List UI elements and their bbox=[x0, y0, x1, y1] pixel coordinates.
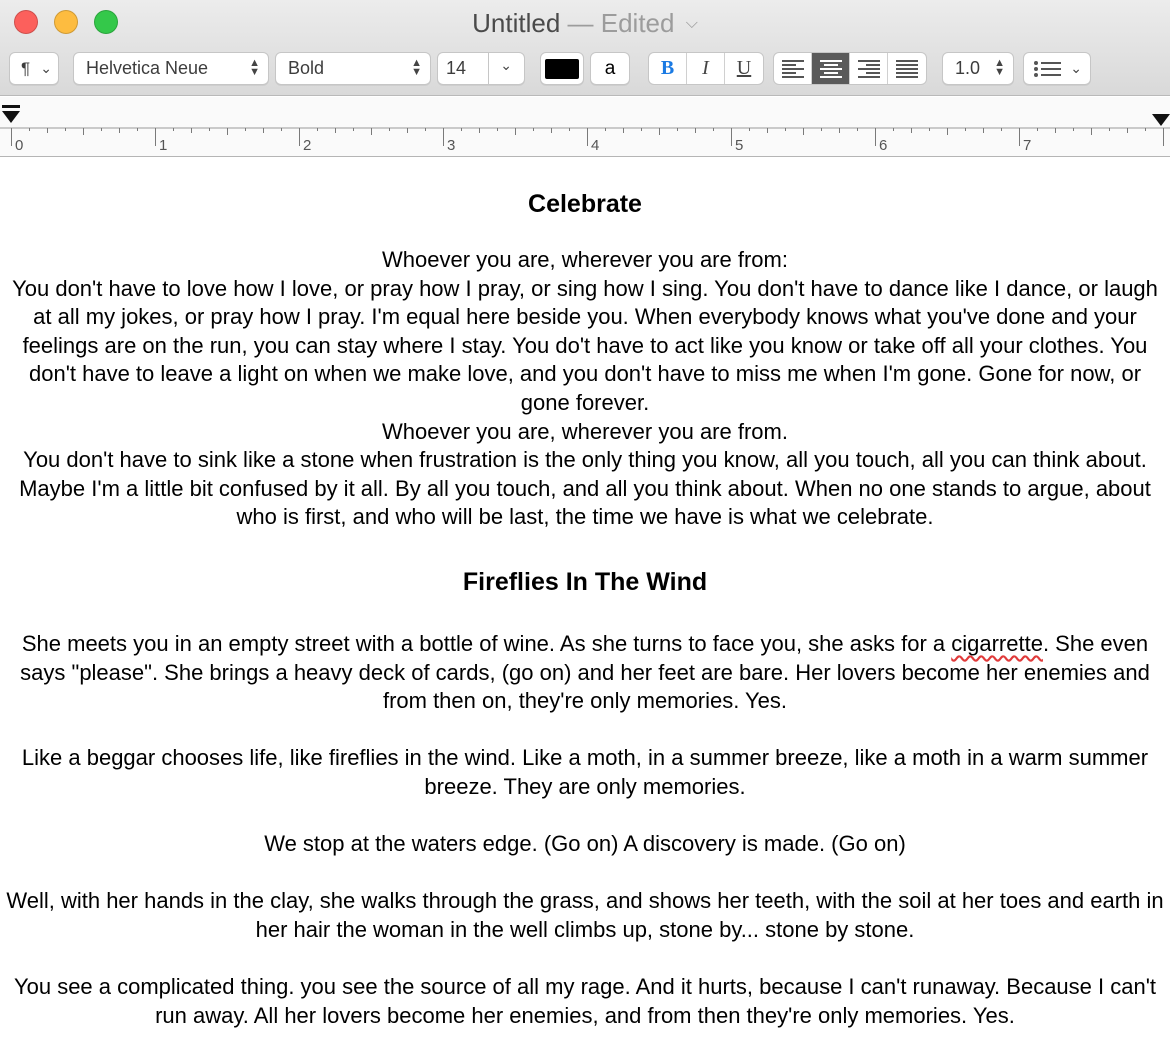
window-title[interactable] bbox=[0, 8, 1170, 43]
chevron-down-icon: ⌄ bbox=[40, 60, 52, 76]
bold-button[interactable]: B bbox=[649, 53, 687, 84]
alignment-segment bbox=[773, 52, 927, 85]
text-paragraph: You see a complicated thing. you see the source of all my rage. And it hurts, because I can't runaway. Because I can't run away. All her lovers become her enemies, and from then they're only memories. Yes. bbox=[13, 974, 1157, 1028]
text-paragraph: Like a beggar chooses life, like fireflies in the wind. Like a moth, in a summer breeze, like a moth in a warm summer breeze. They are only memories. bbox=[21, 745, 1149, 799]
align-right-button[interactable] bbox=[850, 53, 888, 84]
heading-celebrate: Celebrate bbox=[528, 190, 642, 218]
first-line-indent-marker[interactable] bbox=[2, 105, 20, 108]
ruler-label: 3 bbox=[447, 137, 456, 154]
line-spacing-value: 1.0 bbox=[955, 58, 981, 78]
align-right-icon bbox=[858, 60, 880, 78]
italic-button[interactable]: I bbox=[687, 53, 725, 84]
ruler-label: 6 bbox=[879, 137, 888, 154]
ruler-label: 5 bbox=[735, 137, 744, 154]
ruler-label: 2 bbox=[303, 137, 312, 154]
blank-line bbox=[6, 944, 1164, 973]
text-paragraph: We stop at the waters edge. (Go on) A discovery is made. (Go on) bbox=[264, 831, 906, 857]
popup-arrows-icon: ▲ ▼ bbox=[249, 57, 260, 78]
font-size-value[interactable]: 14 bbox=[446, 58, 467, 78]
chevron-down-icon: ⌄ bbox=[1070, 60, 1082, 76]
blank-line bbox=[6, 802, 1164, 831]
ruler-label: 1 bbox=[159, 137, 168, 154]
font-family-value: Helvetica Neue bbox=[86, 58, 209, 78]
title-chevron-icon: ⌵ bbox=[685, 15, 698, 32]
text-run: . She even says "please". She brings a heavy deck of cards, (go on) and her feet are bare. Her lovers become her enemies and from then on, they're only memories. Yes. bbox=[20, 630, 1150, 714]
text-paragraph: You don't have to love how I love, or pray how I pray, or sing how I sing. You don't have to dance like I dance, or laugh at all my jokes, or pray how I pray. I'm equal here beside you. When everybody knows what you've done and your feelings are on the run, you can stay where I stay. You do't have to act like you know or take off all your clothes. You don't have to leave a light on when we make love, and you don't have to miss me when I'm gone. Gone for now, or gone forever. bbox=[12, 275, 1158, 415]
popup-arrows-icon: ▲ ▼ bbox=[411, 57, 422, 78]
divider bbox=[488, 53, 489, 84]
align-left-icon bbox=[782, 60, 804, 78]
font-style-popup[interactable] bbox=[275, 52, 431, 85]
paragraph-styles-popup[interactable] bbox=[9, 52, 59, 85]
window-chrome bbox=[0, 0, 1170, 96]
document-body[interactable] bbox=[0, 158, 1170, 1050]
text-color-swatch bbox=[545, 59, 579, 79]
text-line: Whoever you are, wherever you are from. bbox=[382, 418, 788, 444]
ruler-scale bbox=[0, 97, 1170, 157]
highlight-label: a bbox=[604, 57, 616, 79]
line-spacing-popup[interactable] bbox=[942, 52, 1014, 85]
blank-line bbox=[6, 716, 1164, 745]
align-center-button[interactable] bbox=[812, 53, 850, 84]
text-style-segment bbox=[648, 52, 764, 85]
format-toolbar bbox=[0, 52, 1170, 86]
text-paragraph bbox=[6, 630, 1164, 716]
misspelled-word[interactable]: cigarrette bbox=[951, 630, 1043, 656]
text-run: She meets you in an empty street with a bottle of wine. As she turns to face you, she asks for a bbox=[21, 630, 952, 656]
bulleted-list-icon bbox=[1033, 59, 1063, 79]
list-style-popup[interactable] bbox=[1023, 52, 1091, 85]
chevron-down-icon[interactable]: ⌄ bbox=[500, 57, 512, 73]
text-line: Whoever you are, wherever you are from: bbox=[382, 247, 788, 272]
left-indent-marker[interactable] bbox=[2, 111, 20, 123]
text-color-well[interactable] bbox=[540, 52, 584, 85]
heading-fireflies: Fireflies In The Wind bbox=[462, 567, 708, 596]
align-left-button[interactable] bbox=[774, 53, 812, 84]
justify-icon bbox=[896, 60, 918, 78]
paragraph-icon: ¶ bbox=[21, 58, 31, 78]
align-center-icon bbox=[820, 60, 842, 78]
ruler-label: 4 bbox=[591, 137, 600, 154]
font-family-popup[interactable] bbox=[73, 52, 269, 85]
ruler-label: 0 bbox=[15, 137, 24, 154]
text-paragraph: You don't have to sink like a stone when frustration is the only thing you know, all you touch, all you can think about. Maybe I'm a little bit confused by it all. By all you touch, and all you think about. When no one stands to argue, about who is first, and who will be last, the time we have is what we celebrate. bbox=[19, 447, 1151, 530]
ruler[interactable] bbox=[0, 97, 1170, 157]
right-indent-marker[interactable] bbox=[1152, 114, 1170, 126]
ruler-label: 7 bbox=[1023, 137, 1032, 154]
justify-button[interactable] bbox=[888, 53, 926, 84]
font-style-value: Bold bbox=[288, 58, 325, 78]
highlight-color-well[interactable] bbox=[590, 52, 630, 85]
font-size-combo[interactable] bbox=[437, 52, 525, 85]
popup-arrows-icon: ▲ ▼ bbox=[994, 57, 1005, 78]
document-name: Untitled bbox=[472, 8, 561, 38]
underline-button[interactable]: U bbox=[736, 57, 752, 79]
text-paragraph: Well, with her hands in the clay, she walks through the grass, and shows her teeth, with the soil at her toes and earth in her hair the woman in the well climbs up, stone by... stone by stone. bbox=[6, 888, 1164, 942]
edited-status: — Edited bbox=[567, 8, 675, 38]
blank-line bbox=[6, 859, 1164, 888]
